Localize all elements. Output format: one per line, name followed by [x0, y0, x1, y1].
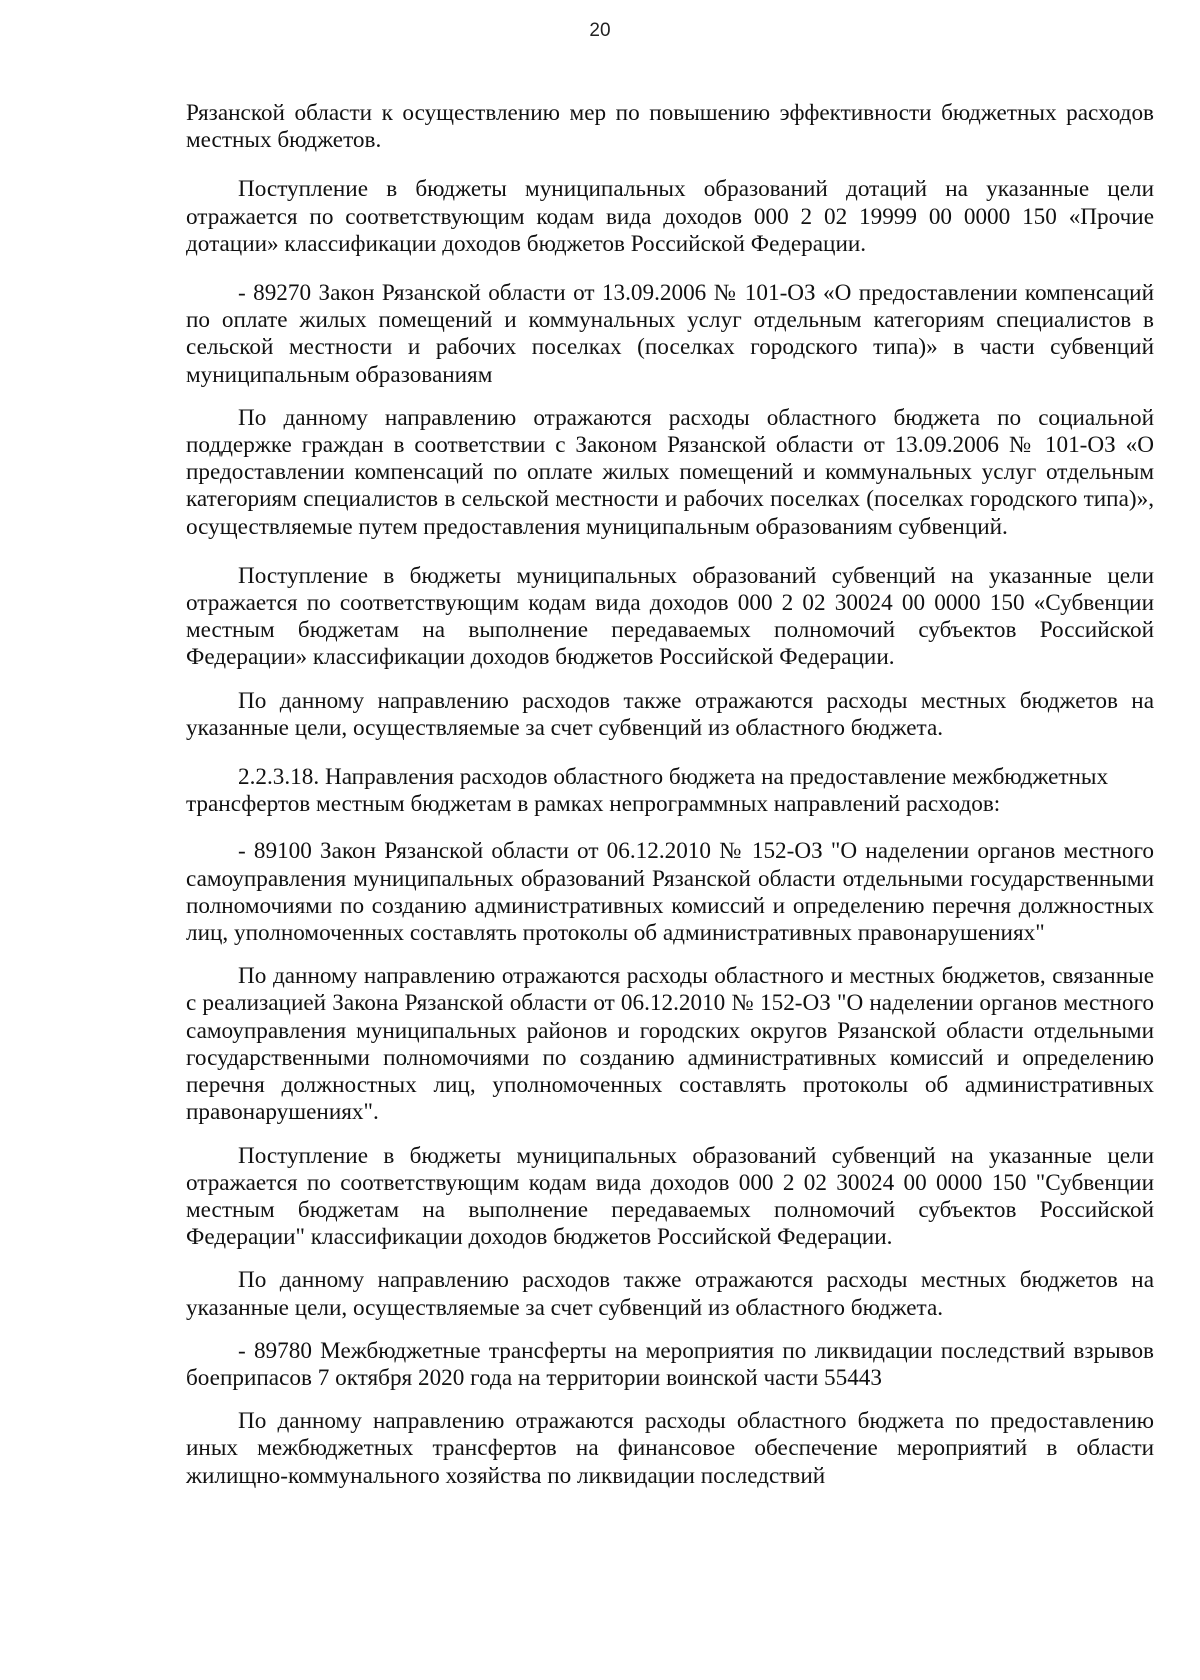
paragraph-89780-transfers: - 89780 Межбюджетные трансферты на мероприятия по ликвидации последствий взрывов боеприпасов 7 октября 2020 года на территории воинской части 55443 [186, 1337, 1154, 1391]
paragraph-local-expenses: По данному направлению расходов также отражаются расходы местных бюджетов на указанные цели, осуществляемые за счет субвенций из областного бюджета. [186, 687, 1154, 741]
paragraph-subventions-revenue-2: Поступление в бюджеты муниципальных образований субвенций на указанные цели отражается по соответствующим кодам вида доходов 000 2 02 30024 00 0000 150 "Субвенции местным бюджетам на выполнение передаваемых полномочий субъектов Российской Федерации" классификации доходов бюджетов Российской Федерации. [186, 1142, 1154, 1251]
paragraph-continuation: Рязанской области к осуществлению мер по повышению эффективности бюджетных расходов местных бюджетов. [186, 100, 1154, 154]
paragraph-local-expenses-2: По данному направлению расходов также отражаются расходы местных бюджетов на указанные цели, осуществляемые за счет субвенций из областного бюджета. [186, 1267, 1154, 1321]
paragraph-89100-law: - 89100 Закон Рязанской области от 06.12.2010 № 152-ОЗ "О наделении органов местного самоуправления муниципальных образований Рязанской области отдельными государственными полномочиями по созданию административных комиссий и определению перечня должностных лиц, уполномоченных составлять протоколы об административных правонарушениях" [186, 838, 1154, 947]
section-heading-2-2-3-18: 2.2.3.18. Направления расходов областного бюджета на предоставление межбюджетных трансфертов местным бюджетам в рамках непрограммных направлений расходов: [186, 764, 1109, 818]
paragraph-89780-description: По данному направлению отражаются расходы областного бюджета по предоставлению иных межбюджетных трансфертов на финансовое обеспечение мероприятий в области жилищно-коммунального хозяйства по ликвидации последствий [186, 1408, 1154, 1489]
paragraph-89100-description: По данному направлению отражаются расходы областного и местных бюджетов, связанные с реализацией Закона Рязанской области от 06.12.2010 № 152-ОЗ "О наделении органов местного самоуправления муниципальных районов и городских округов Рязанской области отдельными государственными полномочиями по созданию административных комиссий и определению перечня должностных лиц, уполномоченных составлять протоколы об административных правонарушениях". [186, 963, 1154, 1126]
paragraph-89270-law: - 89270 Закон Рязанской области от 13.09.2006 № 101-ОЗ «О предоставлении компенсаций по оплате жилых помещений и коммунальных услуг отдельным категориям специалистов в сельской местности и рабочих поселках (поселках городского типа)» в части субвенций муниципальным образованиям [186, 280, 1154, 388]
document-body [186, 100, 1154, 1512]
paragraph-subventions-revenue: Поступление в бюджеты муниципальных образований субвенций на указанные цели отражается по соответствующим кодам вида доходов 000 2 02 30024 00 0000 150 «Субвенции местным бюджетам на выполнение передаваемых полномочий субъектов Российской Федерации» классификации доходов бюджетов Российской Федерации. [186, 562, 1154, 671]
page-number: 20 [589, 20, 611, 41]
paragraph-89270-description: По данному направлению отражаются расходы областного бюджета по социальной поддержке граждан в соответствии с Законом Рязанской области от 13.09.2006 № 101-ОЗ «О предоставлении компенсаций по оплате жилых помещений и коммунальных услуг отдельным категориям специалистов в сельской местности и рабочих поселках (поселках городского типа)», осуществляемые путем предоставления муниципальным образованиям субвенций. [186, 404, 1154, 540]
paragraph-grants-revenue: Поступление в бюджеты муниципальных образований дотаций на указанные цели отражается по соответствующим кодам вида доходов 000 2 02 19999 00 0000 150 «Прочие дотации» классификации доходов бюджетов Российской Федерации. [186, 176, 1154, 257]
